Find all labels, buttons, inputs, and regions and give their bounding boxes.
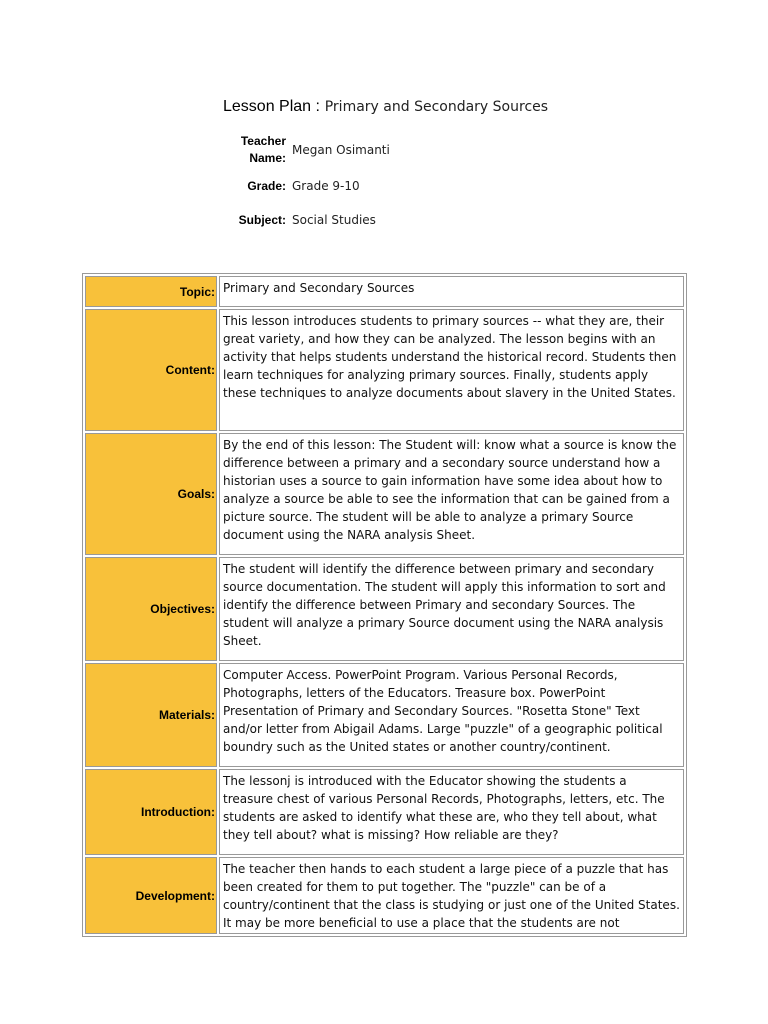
row-development — [85, 857, 684, 934]
teacher-value: Megan Osimanti — [292, 142, 390, 157]
objectives-value: The student will identify the difference between primary and secondary source documentation. The student will apply this information to sort and identify the difference between Primary and secondary Sources. The student will analyze a primary Source document using the NARA analysis Sheet. — [219, 557, 684, 661]
development-value-cell — [219, 857, 684, 934]
content-value: This lesson introduces students to primary sources -- what they are, their great variety, and how they can be analyzed. The lesson begins with an activity that helps students understand the historical record. Students then learn techniques for analyzing primary sources. Finally, students apply these techniques to analyze documents about slavery in the United States. — [219, 309, 684, 431]
page-title — [223, 96, 743, 117]
subject-value: Social Studies — [292, 212, 376, 227]
topic-label: Topic: — [85, 276, 217, 307]
row-topic — [85, 276, 684, 307]
objectives-label: Objectives: — [85, 557, 217, 661]
introduction-label: Introduction: — [85, 769, 217, 855]
grade-value: Grade 9-10 — [292, 178, 360, 193]
materials-value: Computer Access. PowerPoint Program. Various Personal Records, Photographs, letters of the Educators. Treasure box. PowerPoint Presentation of Primary and Secondary Sources. "Rosetta Stone" Text and/or letter from Abigail Adams. Large "puzzle" of a geographic political boundry such as the United states or another country/continent. — [219, 663, 684, 767]
goals-value: By the end of this lesson: The Student will: know what a source is know the difference between a primary and a secondary source understand how a historian uses a source to gain information have some idea about how to analyze a source be able to see the information that can be gained from a picture source. The student will be able to analyze a primary Source document using the NARA analysis Sheet. — [219, 433, 684, 555]
development-value: The teacher then hands to each student a large piece of a puzzle that has been created for them to put together. The "puzzle" can be of a country/continent that the class is studying or just one of the United States. It may be more beneficial to use a place that the students are not — [223, 862, 680, 930]
lesson-meta-table — [223, 132, 390, 236]
teacher-label-line2: Name: — [249, 151, 286, 165]
page-header — [223, 96, 743, 117]
row-objectives — [85, 557, 684, 661]
topic-value: Primary and Secondary Sources — [219, 276, 684, 307]
title-value: Primary and Secondary Sources — [324, 99, 549, 115]
goals-label: Goals: — [85, 433, 217, 555]
meta-row-grade — [223, 168, 390, 204]
introduction-value: The lessonj is introduced with the Educator showing the students a treasure chest of various Personal Records, Photographs, letters, etc. The students are asked to identify what these are, who they tell about, what they tell about? what is missing? How reliable are they? — [219, 769, 684, 855]
lesson-plan-table — [82, 273, 687, 937]
teacher-label-line1: Teacher — [240, 134, 286, 148]
row-materials — [85, 663, 684, 767]
meta-row-teacher — [223, 132, 390, 168]
grade-label: Grade: — [247, 178, 286, 193]
subject-label: Subject: — [238, 212, 286, 227]
materials-label: Materials: — [85, 663, 217, 767]
development-label: Development: — [85, 857, 217, 934]
row-introduction — [85, 769, 684, 855]
meta-row-subject — [223, 204, 390, 236]
row-content — [85, 309, 684, 431]
content-label: Content: — [85, 309, 217, 431]
row-goals — [85, 433, 684, 555]
teacher-label — [223, 132, 292, 168]
title-label: Lesson Plan : — [223, 98, 320, 115]
